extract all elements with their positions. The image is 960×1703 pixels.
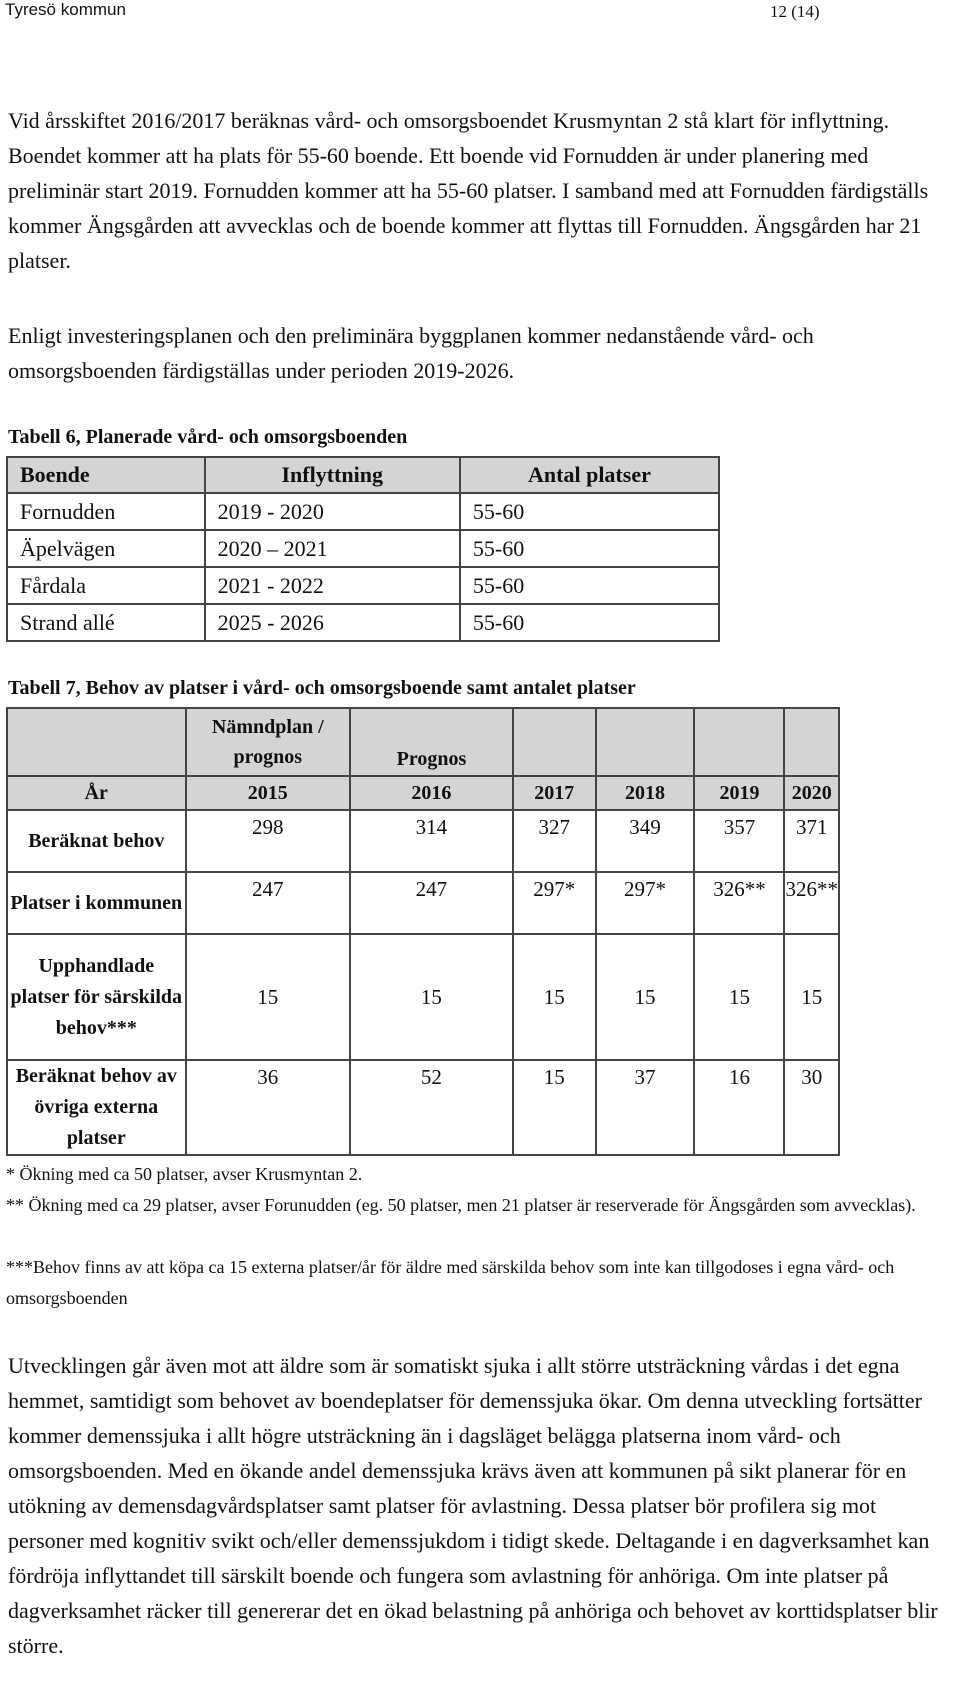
table-cell: 16 bbox=[694, 1060, 784, 1155]
row-label: Upphandlade platser för särskilda behov*** bbox=[7, 934, 186, 1060]
table-cell: 297* bbox=[596, 872, 695, 934]
table-cell: 55-60 bbox=[460, 604, 719, 641]
table-cell: 15 bbox=[186, 934, 351, 1060]
group-header-forecast: Prognos bbox=[350, 708, 513, 776]
table-row bbox=[7, 934, 839, 1060]
empty-header-cell bbox=[596, 708, 695, 776]
table-row bbox=[7, 530, 719, 567]
table-cell: 297* bbox=[513, 872, 596, 934]
year-header: 2020 bbox=[784, 776, 839, 810]
table-cell: 30 bbox=[784, 1060, 839, 1155]
table-cell: 314 bbox=[350, 810, 513, 872]
page-header bbox=[0, 0, 960, 24]
table6-caption: Tabell 6, Planerade vård- och omsorgsboenden bbox=[8, 426, 408, 448]
table-cell: 52 bbox=[350, 1060, 513, 1155]
table-group-header-row bbox=[7, 708, 839, 776]
table-cell: 357 bbox=[694, 810, 784, 872]
table-cell: Fårdala bbox=[7, 567, 205, 604]
table-row bbox=[7, 810, 839, 872]
empty-header-cell bbox=[784, 708, 839, 776]
table-cell: 247 bbox=[350, 872, 513, 934]
row-label: Beräknat behov av övriga externa platser bbox=[7, 1060, 186, 1155]
table-cell: 326** bbox=[784, 872, 839, 934]
table-cell: 298 bbox=[186, 810, 351, 872]
table-cell: 15 bbox=[513, 934, 596, 1060]
table-header-row bbox=[7, 457, 719, 493]
table-cell: 37 bbox=[596, 1060, 695, 1155]
table-cell: 55-60 bbox=[460, 530, 719, 567]
empty-header-cell bbox=[694, 708, 784, 776]
table-cell: Fornudden bbox=[7, 493, 205, 530]
table-cell: 15 bbox=[350, 934, 513, 1060]
year-header: 2017 bbox=[513, 776, 596, 810]
year-header: 2016 bbox=[350, 776, 513, 810]
table-row bbox=[7, 872, 839, 934]
table-cell: 327 bbox=[513, 810, 596, 872]
care-places-demand-table bbox=[6, 707, 840, 1156]
table-cell: 2021 - 2022 bbox=[205, 567, 460, 604]
year-label: År bbox=[7, 776, 186, 810]
table-cell: 326** bbox=[694, 872, 784, 934]
table-cell: Strand allé bbox=[7, 604, 205, 641]
column-header: Antal platser bbox=[460, 457, 719, 493]
paragraph-investment-plan: Enligt investeringsplanen och den preliminära byggplanen kommer nedanstående vård- och omsorgsboenden färdigställas under perioden 2019-2026. bbox=[8, 323, 814, 383]
table-cell: 15 bbox=[694, 934, 784, 1060]
table-cell: 55-60 bbox=[460, 493, 719, 530]
table-cell: 2025 - 2026 bbox=[205, 604, 460, 641]
table-row bbox=[7, 604, 719, 641]
paragraph-development: Utvecklingen går även mot att äldre som är somatiskt sjuka i allt större utsträckning vårdas i det egna hemmet, samtidigt som behovet av boendeplatser för demenssjuka ökar. Om denna utveckling fortsätter kommer demenssjuka i allt högre utsträckning än i dagsläget belägga platserna inom vård- och omsorgsboenden. Med en ökande andel demenssjuka krävs även att kommunen på sikt planerar för en utökning av demensdagvårdsplatser samt platser för avlastning. Dessa platser bör profilera sig mot personer med kognitiv svikt och/eller demenssjukdom i tidigt skede. Deltagande i en dagverksamhet kan fördröja inflyttandet till särskilt boende och fungera som avlastning för anhöriga. Om inte platser på dagverksamhet räcker till genererar det en ökad belastning på anhöriga och behovet av korttidsplatser blir större. bbox=[8, 1353, 938, 1658]
table-row bbox=[7, 493, 719, 530]
table-cell: 349 bbox=[596, 810, 695, 872]
table-year-row bbox=[7, 776, 839, 810]
table-cell: 15 bbox=[784, 934, 839, 1060]
year-header: 2019 bbox=[694, 776, 784, 810]
column-header: Boende bbox=[7, 457, 205, 493]
organization-name: Tyresö kommun bbox=[5, 0, 126, 19]
planned-care-homes-table bbox=[6, 456, 720, 642]
footnote-1: * Ökning med ca 50 platser, avser Krusmyntan 2. bbox=[6, 1164, 363, 1184]
table-cell: 2020 – 2021 bbox=[205, 530, 460, 567]
footnote-2: ** Ökning med ca 29 platser, avser Forunudden (eg. 50 platser, men 21 platser är reserverade för Ängsgården som avvecklas). bbox=[6, 1195, 916, 1215]
table-cell: Äpelvägen bbox=[7, 530, 205, 567]
table-cell: 2019 - 2020 bbox=[205, 493, 460, 530]
empty-header-cell bbox=[513, 708, 596, 776]
table-cell: 371 bbox=[784, 810, 839, 872]
column-header: Inflyttning bbox=[205, 457, 460, 493]
table-row bbox=[7, 1060, 839, 1155]
footnote-3: ***Behov finns av att köpa ca 15 externa platser/år för äldre med särskilda behov som inte kan tillgodoses i egna vård- och omsorgsboenden bbox=[6, 1257, 895, 1308]
year-header: 2015 bbox=[186, 776, 351, 810]
row-label: Platser i kommunen bbox=[7, 872, 186, 934]
table7-caption: Tabell 7, Behov av platser i vård- och omsorgsboende samt antalet platser bbox=[8, 677, 636, 699]
table-cell: 55-60 bbox=[460, 567, 719, 604]
paragraph-krusmyntan: Vid årsskiftet 2016/2017 beräknas vård- och omsorgsboendet Krusmyntan 2 stå klart för inflyttning. Boendet kommer att ha plats för 55-60 boende. Ett boende vid Fornudden är under planering med preliminär start 2019. Fornudden kommer att ha 55-60 platser. I samband med att Fornudden färdigställs kommer Ängsgården att avvecklas och de boende kommer att flyttas till Fornudden. Ängsgården har 21 platser. bbox=[8, 108, 929, 273]
year-header: 2018 bbox=[596, 776, 695, 810]
table-cell: 36 bbox=[186, 1060, 351, 1155]
row-label: Beräknat behov bbox=[7, 810, 186, 872]
table-cell: 247 bbox=[186, 872, 351, 934]
table-cell: 15 bbox=[513, 1060, 596, 1155]
table-row bbox=[7, 567, 719, 604]
page-number: 12 (14) bbox=[770, 2, 820, 21]
group-header-plan: Nämndplan / prognos bbox=[186, 708, 351, 776]
table-cell: 15 bbox=[596, 934, 695, 1060]
empty-header-cell bbox=[7, 708, 186, 776]
